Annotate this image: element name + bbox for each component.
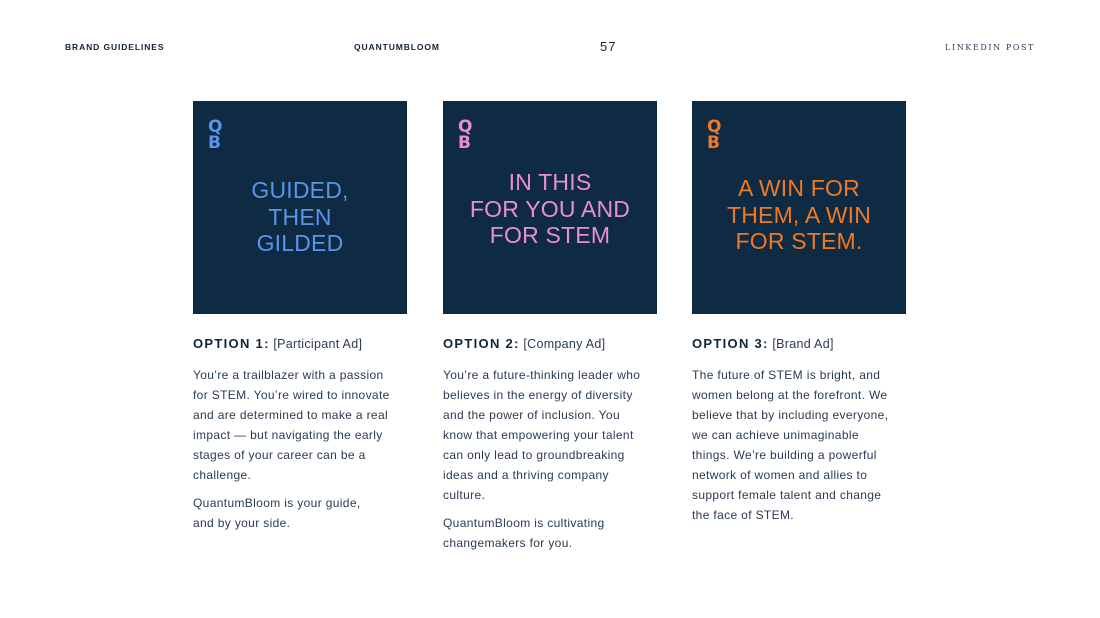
option-1-paragraph-2: QuantumBloom is your guide, and by your side.: [193, 496, 361, 530]
option-3-label: OPTION 3: [Brand Ad]: [692, 336, 834, 351]
page-number: 57: [600, 39, 617, 54]
option-1-label: OPTION 1: [Participant Ad]: [193, 336, 363, 351]
option-3-column: [692, 101, 908, 533]
option-3-headline: A WIN FOR THEM, A WIN FOR STEM.: [726, 175, 872, 254]
option-2-headline: IN THIS FOR YOU AND FOR STEM: [469, 169, 631, 248]
header-brand-name: QUANTUMBLOOM: [354, 42, 440, 52]
option-1-paragraph-1: You’re a trailblazer with a passion for STEM. You’re wired to innovate and are determined to make a real impact — but navigating the early stages of your career can be a challenge.: [193, 368, 390, 482]
header-section-title: BRAND GUIDELINES: [65, 42, 165, 52]
header-page-topic: LINKEDIN POST: [945, 43, 1035, 52]
qb-logo-icon: Q B: [208, 117, 223, 153]
option-3-copy: [692, 365, 908, 525]
option-2-paragraph-1: You’re a future-thinking leader who believes in the energy of diversity and the power of inclusion. You know that empowering your talent can only lead to groundbreaking ideas and a thriving company culture.: [443, 368, 641, 502]
option-2-label: OPTION 2: [Company Ad]: [443, 336, 606, 351]
qb-logo-icon: Q B: [707, 117, 722, 153]
option-1-copy: [193, 365, 409, 533]
option-2-copy: [443, 365, 659, 553]
option-1-headline: GUIDED, THEN GILDED: [251, 177, 349, 256]
option-3-ad-tile: [692, 101, 906, 314]
option-1-column: [193, 101, 409, 541]
qb-logo-icon: Q B: [458, 117, 473, 153]
option-2-paragraph-2: QuantumBloom is cultivating changemakers for you.: [443, 516, 605, 550]
option-2-column: [443, 101, 659, 561]
option-3-paragraph-1: The future of STEM is bright, and women belong at the forefront. We believe that by including everyone, we can achieve unimaginable things. We’re building a powerful network of women and allies to support female talent and change the face of STEM.: [692, 368, 889, 522]
option-1-ad-tile: [193, 101, 407, 314]
option-2-ad-tile: [443, 101, 657, 314]
